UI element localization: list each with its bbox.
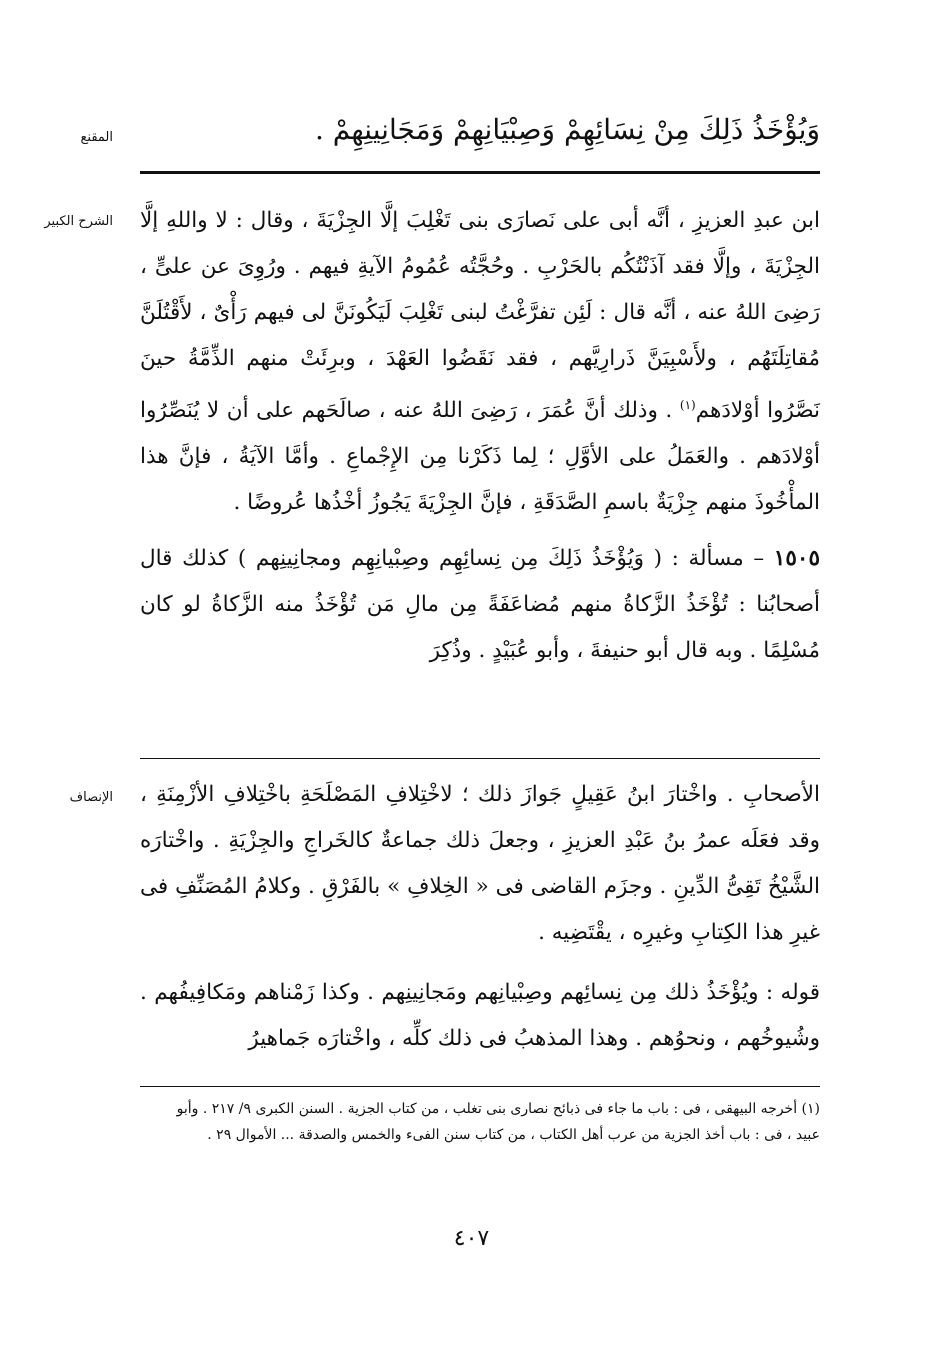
- sharh-section: [140, 198, 820, 674]
- insaf-paragraph: الأصحابِ . واخْتارَ ابنُ عَقِيلٍ جَوازَ ذلك ؛ لاخْتِلافِ المَصْلَحَةِ باخْتِلافِ الأزْمِنَةِ ، وقد فعَلَه عمرُ بنُ عَبْدِ العزيزِ ، وجعلَ ذلك جماعةٌ كالخَراجِ والجِزْيَةِ . واخْتارَه الشَّيْخُ تَقِىُّ الدِّينِ . وجزَم القاضى فى « الخِلافِ » بالفَرْقِ . وكلامُ المُصَنِّفِ فى غيرِ هذا الكِتابِ وغيرِه ، يقْتَضِيه .: [140, 782, 820, 945]
- muqni-line: وَيُؤْخَذُ ذَلِكَ مِنْ نِسَائِهِمْ وَصِبْيَانِهِمْ وَمَجَانِينِهِمْ .: [314, 113, 820, 146]
- footnote-reference: (١): [679, 398, 696, 412]
- insaf-label: الإنصاف: [69, 790, 113, 805]
- masala-text: – مسألة : ( وَيُؤْخَذُ ذَلِكَ مِن نِسائِهِم وصِبْيانِهِم ومجانِينِهم ) كذلك قال أصحابُنا : تُؤْخَذُ الزَّكاةُ منهم مُضاعَفَةً مِن مالِ مَن تُؤْخَذُ منه الزَّكاةُ لو كان مُسْلِمًا . وبه قال أبو حنيفةَ ، وأبو عُبَيْدٍ . وذُكِرَ: [140, 546, 820, 664]
- sharh-paragraph-text: ابن عبدِ العزيزِ ، أنَّه أبى على نَصارَى بنى تَغْلِبَ إلَّا الجِزْيَةَ ، وقال : لا واللهِ إلَّا الجِزْيَةَ ، وإلَّا فقد آذَنْتُكُم بالحَرْبِ . وحُجَّتُه عُمُومُ الآيةِ فيهم . ورُوِىَ عن علىٍّ ، رَضِىَ اللهُ عنه ، أنَّه قال : لَئِن تفرَّغْتُ لبنى تَغْلِبَ لَيَكُونَنَّ لى فيهم رَأْىٌ ، لأَقْتُلَنَّ مُقاتِلَتَهُم ، ولأَسْبِيَنَّ ذَرارِيَّهم ، فقد نَقَضُوا العَهْدَ ، وبرِئَتْ منهم الذِّمَّةُ حينَ نَصَّرُوا أوْلادَهم: [140, 208, 820, 424]
- insaf-section: [140, 772, 820, 1062]
- sharh-label: الشرح الكبير: [44, 214, 113, 229]
- header-rule: [140, 171, 820, 174]
- footnote-line: عبيد ، فى : باب أخذ الجزية من عرب أهل الكتاب ، من كتاب سنن الفىء والخمس والصدقة ... الأموال ٢٩ .: [207, 1127, 820, 1143]
- masala-number: ١٥٠٥: [773, 546, 820, 572]
- muqni-label: المقنع: [80, 130, 113, 145]
- section-divider: [140, 758, 820, 759]
- sharh-paragraph: [140, 198, 820, 526]
- insaf-qawluh-paragraph: قوله : ويُؤْخَذُ ذلك مِن نِسائِهم وصِبْيانِهم ومَجانِينِهم . وكذا زَمْناهم ومَكافِيفُهم . وشُيوخُهم ، ونحوُهم . وهذا المذهبُ فى ذلك كلِّه ، واخْتارَه جَماهيرُ: [140, 980, 820, 1051]
- footnote-section: [140, 1096, 820, 1148]
- footnote-line: (١) أخرجه البيهقى ، فى : باب ما جاء فى ذبائح نصارى بنى تغلب ، من كتاب الجزية . السنن الكبرى ٩/ ٢١٧ . وأبو: [176, 1101, 820, 1117]
- page-number: ٤٠٧: [453, 1226, 490, 1251]
- muqni-text: [140, 108, 820, 152]
- footnote-rule: [140, 1086, 820, 1087]
- sharh-paragraph-continuation: . وذلك أنَّ عُمَرَ ، رَضِىَ اللهُ عنه ، صالَحَهم على أن لا يُنَصِّرُوا أوْلادَهم . والعَمَلُ على الأوَّلِ ؛ لِما ذَكَرْنا مِن الإِجْماعِ . وأمَّا الآيَةُ ، فإنَّ هذا المأْخُوذَ منهم جِزْيَةٌ باسمِ الصَّدَقَةِ ، فإنَّ الجِزْيَةَ يَجُوزُ أخْذُها عُروضًا .: [140, 398, 820, 516]
- masala-paragraph: [140, 536, 820, 674]
